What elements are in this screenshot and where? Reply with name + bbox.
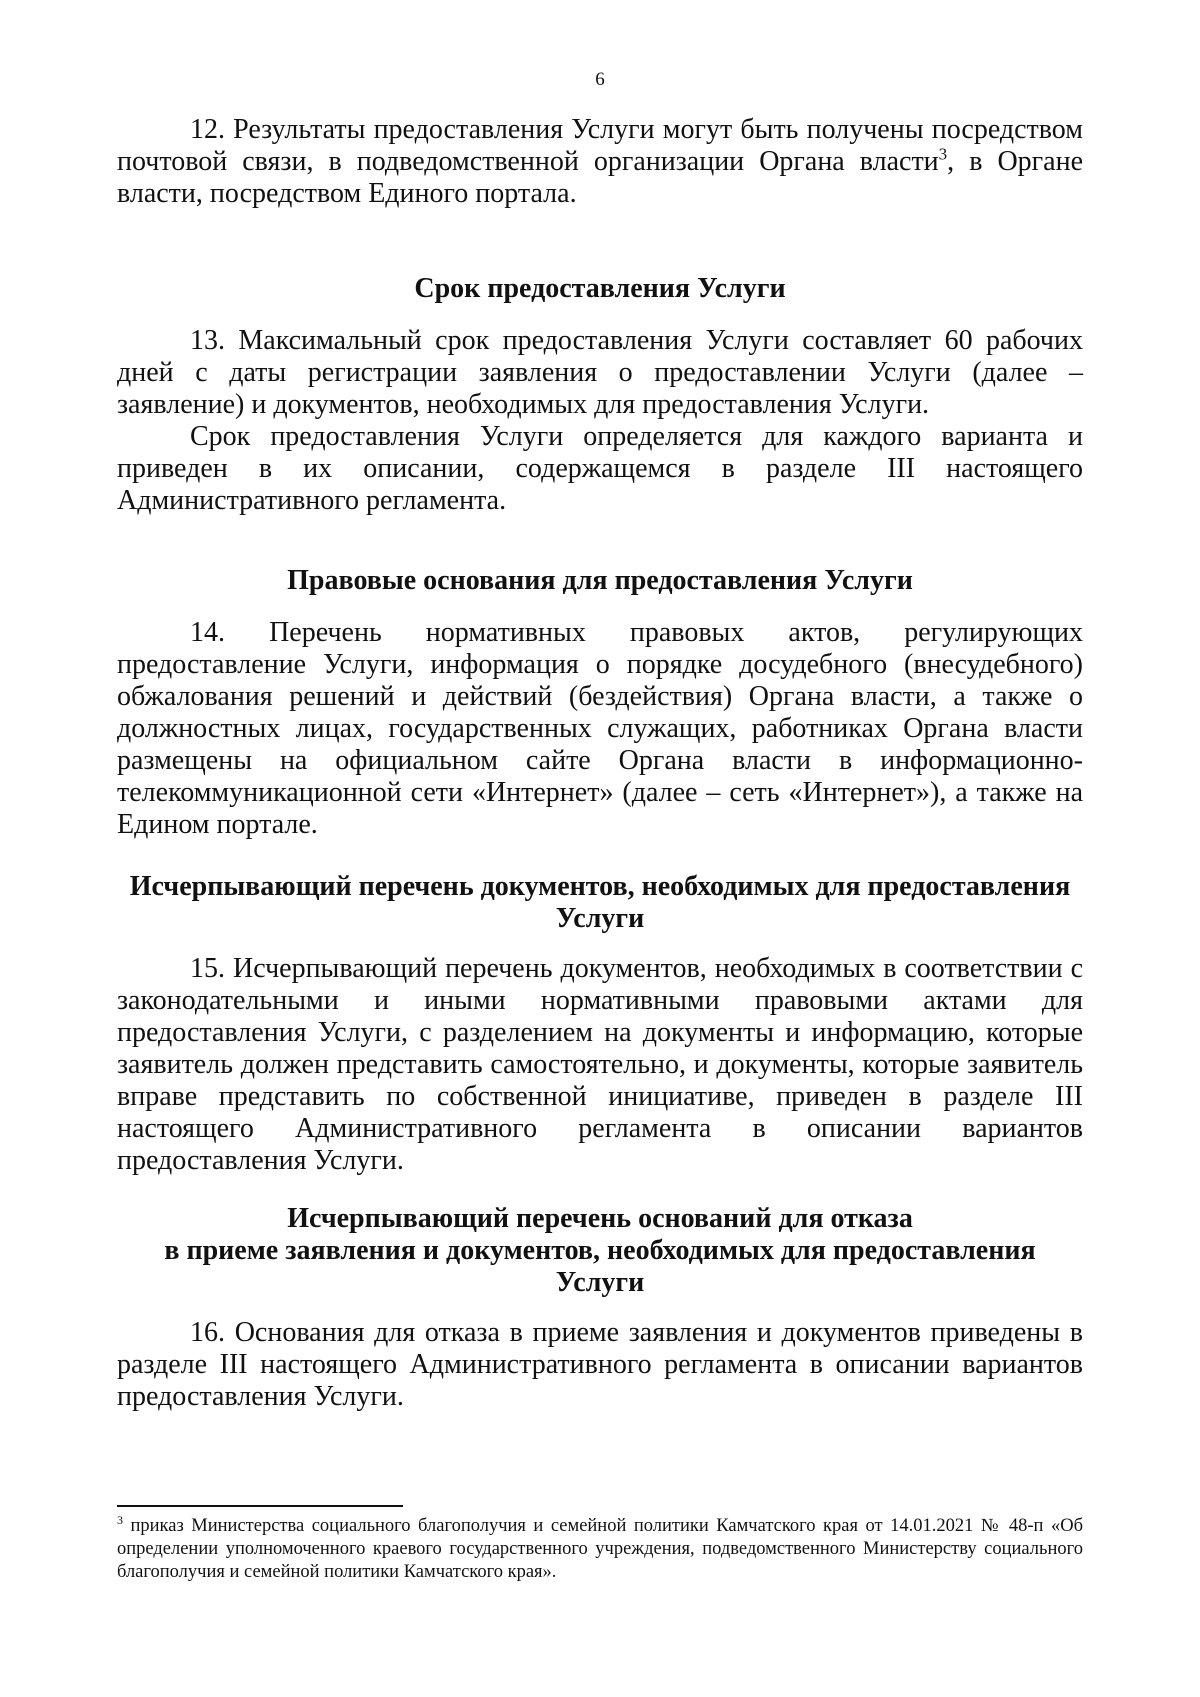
section-heading-documents-line-2: Услуги	[555, 903, 645, 934]
section-heading-refusal-line-2: в приеме заявления и документов, необходимых для предоставления Услуги	[164, 1235, 1036, 1298]
paragraph-14: 14. Перечень нормативных правовых актов, регулирующих предоставление Услуги, информация о порядке досудебного (внесудебного) обжалования решений и действий (бездействия) Органа власти, а также о должностных лицах, государственных служащих, работниках Органа власти размещены на официальном сайте Органа власти в информационно-телекоммуникационной сети «Интернет» (далее – сеть «Интернет»), а также на Едином портале.	[117, 617, 1083, 840]
paragraph-15: 15. Исчерпывающий перечень документов, необходимых в соответствии с законодательными и иными нормативными правовыми актами для предоставления Услуги, с разделением на документы и информацию, которые заявитель должен представить самостоятельно, и документы, которые заявитель вправе представить по собственной инициативе, приведен в разделе III настоящего Административного регламента в описании вариантов предоставления Услуги.	[117, 953, 1083, 1176]
section-heading-refusal	[117, 1203, 1083, 1299]
paragraph-12	[117, 114, 1083, 210]
footnote-reference: 3	[938, 144, 948, 164]
paragraph-13-continued: Срок предоставления Услуги определяется для каждого варианта и приведен в их описании, содержащемся в разделе III настоящего Административного регламента.	[117, 421, 1083, 516]
footnote	[117, 1512, 1083, 1584]
page-number: 6	[595, 69, 605, 90]
section-heading-legal: Правовые основания для предоставления Услуги	[287, 565, 913, 596]
section-heading-refusal-line-1: Исчерпывающий перечень оснований для отказа	[287, 1203, 913, 1234]
paragraph-16: 16. Основания для отказа в приеме заявления и документов приведены в разделе III настоящего Административного регламента в описании вариантов предоставления Услуги.	[117, 1317, 1083, 1412]
section-heading-documents	[117, 871, 1083, 935]
paragraph-12-text-a: 12. Результаты предоставления Услуги могут быть получены посредством почтовой связи, в подведомственной организации Органа власти	[117, 114, 1083, 177]
footnote-marker: 3	[117, 1512, 123, 1527]
paragraph-13: 13. Максимальный срок предоставления Услуги составляет 60 рабочих дней с даты регистрации заявления о предоставлении Услуги (далее – заявление) и документов, необходимых для предоставления Услуги.	[117, 325, 1083, 420]
footnote-separator	[117, 1505, 403, 1507]
section-heading-term: Срок предоставления Услуги	[414, 273, 786, 304]
document-body	[117, 114, 1083, 1413]
section-heading-documents-line-1: Исчерпывающий перечень документов, необходимых для предоставления	[129, 871, 1071, 902]
footnote-text: приказ Министерства социального благополучия и семейной политики Камчатского края от 14.01.2021 № 48-п «Об определении уполномоченного краевого государственного учреждения, подведомственного Министерству социального благополучия и семейной политики Камчатского края».	[117, 1516, 1083, 1582]
paragraph-12-text-b: , в Органе власти, посредством Единого портала.	[117, 146, 1083, 209]
